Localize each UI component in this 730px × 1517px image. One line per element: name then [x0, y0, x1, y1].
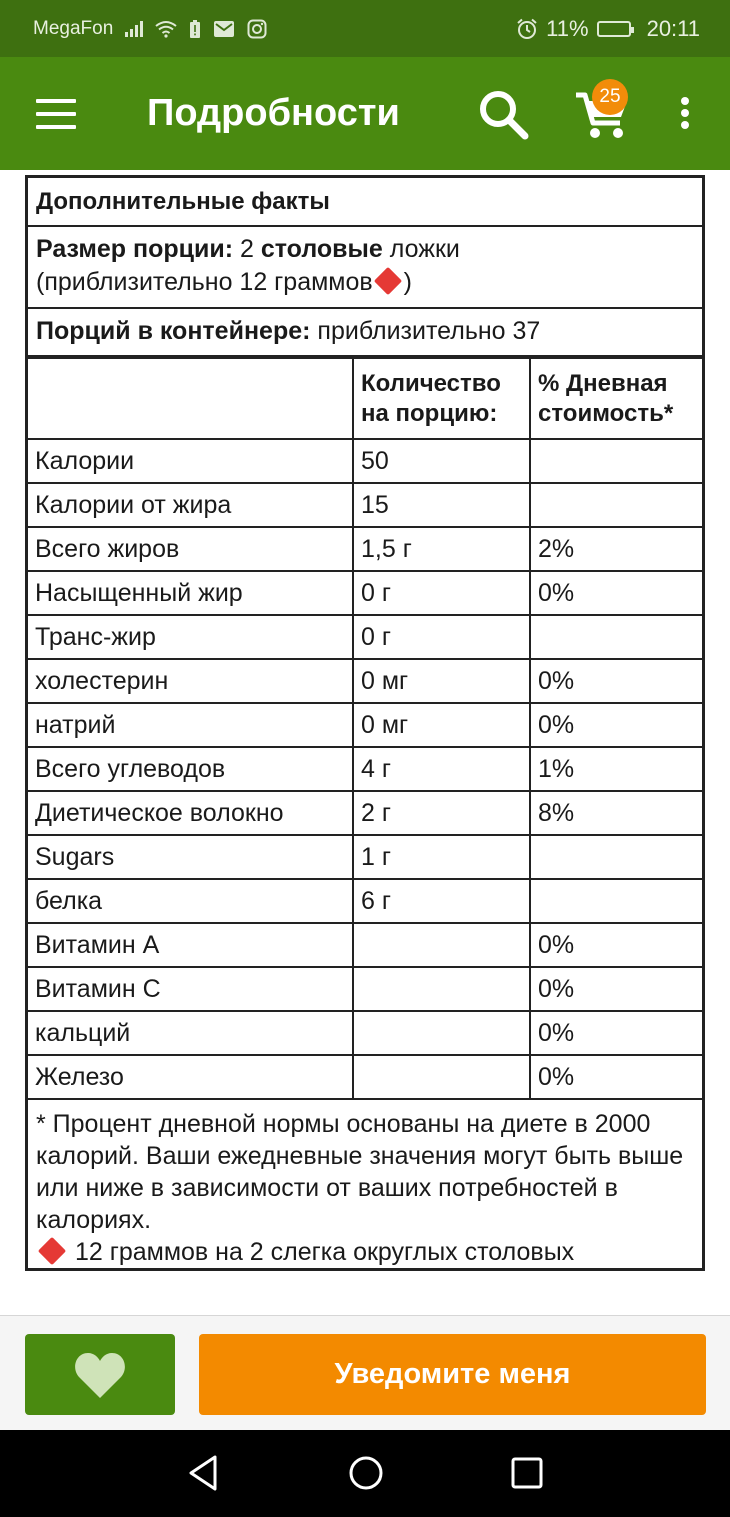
- facts-heading: Дополнительные факты: [28, 178, 702, 227]
- signal-icon: [125, 21, 143, 37]
- footnote-text: * Процент дневной нормы основаны на диете в 2000 калорий. Ваши ежедневные значения могут быть выше или ниже в зависимости от ваших потребностей в калориях.: [36, 1110, 684, 1234]
- table-body: [28, 439, 702, 1099]
- table-row: [28, 703, 702, 747]
- battery-percent: 11%: [546, 16, 589, 41]
- amount-per-serving: 0 мг: [353, 659, 530, 703]
- amount-per-serving: 6 г: [353, 879, 530, 923]
- supplement-facts-panel: [25, 175, 705, 1271]
- more-options-button[interactable]: [676, 97, 694, 133]
- clock: 20:11: [646, 16, 700, 41]
- alarm-icon: [516, 18, 538, 40]
- serving-size-label: Размер порции:: [36, 235, 234, 263]
- nutrient-name: Калории от жира: [28, 483, 353, 527]
- instagram-icon: [247, 19, 267, 39]
- footnote-text-2: 12 граммов на 2 слегка округлых столовых: [74, 1238, 575, 1266]
- menu-icon-bar: [36, 125, 76, 129]
- more-dot: [681, 121, 689, 129]
- table-header: [28, 358, 702, 439]
- amount-per-serving: 2 г: [353, 791, 530, 835]
- nutrient-name: кальций: [28, 1011, 353, 1055]
- more-vert-icon: [681, 97, 689, 105]
- header-daily-value: % Дневная стоимость*: [530, 358, 702, 439]
- table-row: [28, 439, 702, 483]
- nutrient-name: Витамин С: [28, 967, 353, 1011]
- home-icon[interactable]: [347, 1453, 385, 1493]
- menu-icon: [36, 99, 76, 103]
- amount-per-serving: 0 г: [353, 615, 530, 659]
- table-row: [28, 879, 702, 923]
- mail-icon: [213, 20, 235, 38]
- daily-value: 0%: [530, 703, 702, 747]
- nutrient-name: Железо: [28, 1055, 353, 1099]
- table-row: [28, 615, 702, 659]
- serving-size-amount: 2: [240, 235, 254, 263]
- table-row: [28, 791, 702, 835]
- daily-value: [530, 615, 702, 659]
- header-amount: Количество на порцию:: [353, 358, 530, 439]
- diamond-icon: [374, 267, 402, 295]
- daily-value: 0%: [530, 1055, 702, 1099]
- table-row: [28, 747, 702, 791]
- nutrient-name: Витамин А: [28, 923, 353, 967]
- diamond-icon: [38, 1237, 66, 1265]
- serving-size-close: ): [403, 268, 412, 296]
- daily-value: 0%: [530, 1011, 702, 1055]
- battery-icon: [597, 21, 631, 37]
- status-left: [33, 18, 267, 40]
- amount-per-serving: 1 г: [353, 835, 530, 879]
- search-icon: [476, 87, 532, 143]
- menu-icon-bar: [36, 112, 76, 116]
- amount-per-serving: 50: [353, 439, 530, 483]
- servings-per-container: [28, 309, 702, 357]
- nutrient-name: белка: [28, 879, 353, 923]
- serving-size-approx: (приблизительно 12 граммов: [36, 268, 373, 296]
- nutrient-name: Транс-жир: [28, 615, 353, 659]
- amount-per-serving: 1,5 г: [353, 527, 530, 571]
- daily-value: 8%: [530, 791, 702, 835]
- content-scroll[interactable]: [0, 170, 730, 1315]
- servings-per-container-value: приблизительно 37: [317, 317, 541, 345]
- header-nutrient: [28, 358, 353, 439]
- carrier-name: MegaFon: [33, 18, 114, 39]
- table-row: [28, 527, 702, 571]
- serving-size: [28, 227, 702, 309]
- amount-per-serving: 0 мг: [353, 703, 530, 747]
- table-row: [28, 659, 702, 703]
- nutrient-name: Диетическое волокно: [28, 791, 353, 835]
- status-right: [516, 16, 700, 42]
- nutrition-table: [28, 357, 702, 1100]
- nutrient-name: Sugars: [28, 835, 353, 879]
- menu-button[interactable]: [36, 99, 78, 129]
- amount-per-serving: [353, 967, 530, 1011]
- daily-value: 1%: [530, 747, 702, 791]
- nutrient-name: холестерин: [28, 659, 353, 703]
- notify-me-button[interactable]: Уведомите меня: [199, 1334, 706, 1415]
- favorite-button[interactable]: [25, 1334, 175, 1415]
- table-row: [28, 835, 702, 879]
- daily-value: [530, 835, 702, 879]
- serving-size-unit: столовые: [260, 235, 383, 263]
- daily-value: 0%: [530, 571, 702, 615]
- daily-value: 0%: [530, 967, 702, 1011]
- heart-icon: [72, 1350, 128, 1400]
- battery-alert-icon: [189, 19, 201, 39]
- nutrient-name: Калории: [28, 439, 353, 483]
- amount-per-serving: [353, 1011, 530, 1055]
- amount-per-serving: 15: [353, 483, 530, 527]
- amount-per-serving: [353, 923, 530, 967]
- table-row: [28, 483, 702, 527]
- system-nav-bar: [0, 1430, 730, 1517]
- amount-per-serving: 0 г: [353, 571, 530, 615]
- back-icon[interactable]: [185, 1453, 221, 1493]
- daily-value: [530, 439, 702, 483]
- search-button[interactable]: [476, 87, 532, 143]
- recent-apps-icon[interactable]: [509, 1453, 545, 1493]
- daily-value: 0%: [530, 923, 702, 967]
- table-row: [28, 1055, 702, 1099]
- serving-size-unit-2: ложки: [389, 235, 460, 263]
- app-bar: [0, 57, 730, 170]
- amount-per-serving: 4 г: [353, 747, 530, 791]
- daily-value: 2%: [530, 527, 702, 571]
- table-row: [28, 967, 702, 1011]
- daily-value: [530, 879, 702, 923]
- table-row: [28, 923, 702, 967]
- nutrient-name: Насыщенный жир: [28, 571, 353, 615]
- amount-per-serving: [353, 1055, 530, 1099]
- nutrient-name: Всего углеводов: [28, 747, 353, 791]
- page-title: Подробности: [147, 92, 400, 134]
- daily-value: 0%: [530, 659, 702, 703]
- daily-value: [530, 483, 702, 527]
- nutrient-name: натрий: [28, 703, 353, 747]
- wifi-icon: [155, 20, 177, 38]
- servings-per-container-label: Порций в контейнере:: [36, 317, 311, 345]
- footnote: [28, 1100, 702, 1268]
- cart-count-badge: 25: [592, 79, 628, 115]
- table-row: [28, 571, 702, 615]
- more-dot: [681, 109, 689, 117]
- table-row: [28, 1011, 702, 1055]
- nutrient-name: Всего жиров: [28, 527, 353, 571]
- bottom-action-bar: [0, 1315, 730, 1430]
- status-bar: [0, 0, 730, 57]
